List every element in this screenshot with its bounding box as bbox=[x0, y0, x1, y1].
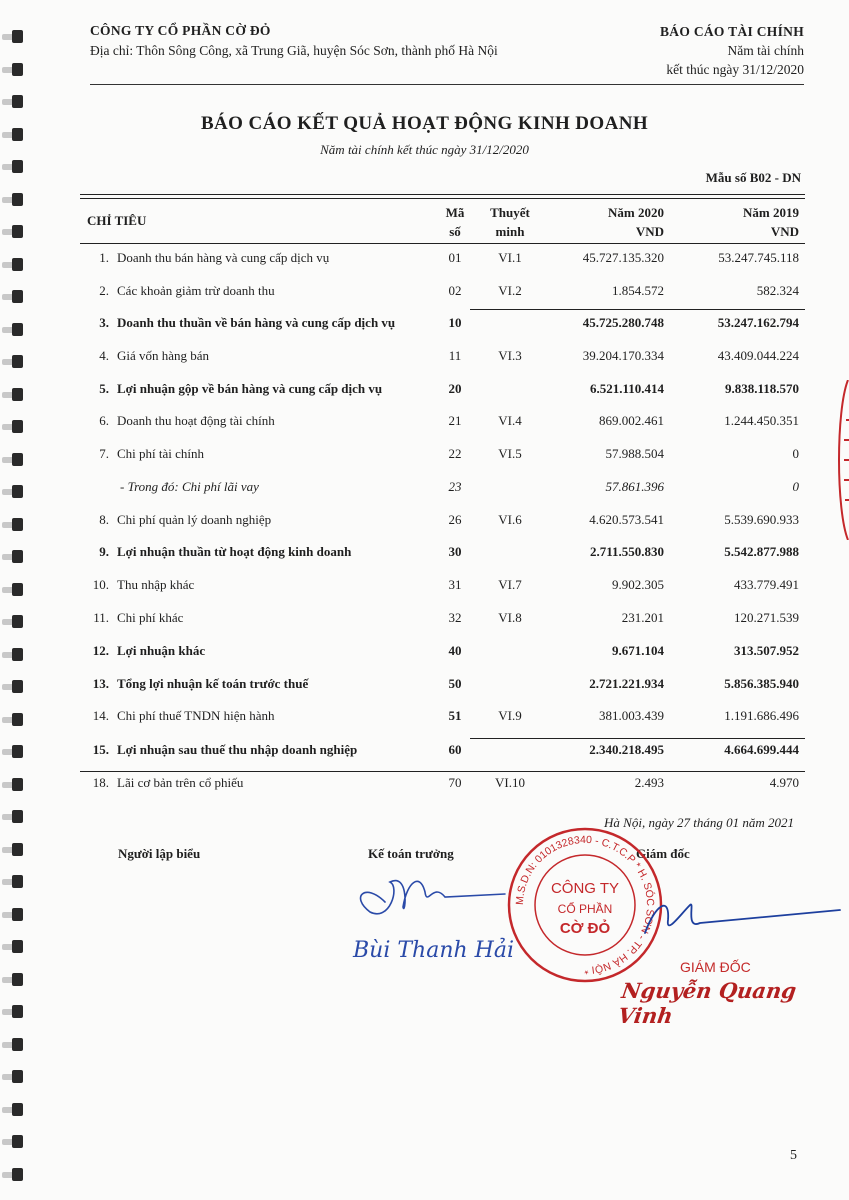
table-row bbox=[80, 708, 805, 730]
accountant-signature bbox=[345, 862, 525, 972]
chief-accountant-label: Kế toán trưởng bbox=[368, 846, 454, 861]
binding-ring bbox=[2, 1103, 24, 1116]
cell-label: Chi phí quản lý doanh nghiệp bbox=[117, 512, 272, 527]
fiscal-year-label: Năm tài chính bbox=[727, 43, 804, 58]
director-label: Giám đốc bbox=[636, 846, 690, 861]
director-stamp-title: GIÁM ĐỐC bbox=[680, 959, 751, 975]
cell-label: Chi phí khác bbox=[117, 610, 184, 625]
col-header-2020: Năm 2020 VND bbox=[608, 205, 664, 239]
cell-no: 6. bbox=[99, 413, 109, 428]
cell-code: 60 bbox=[448, 742, 462, 757]
table-row bbox=[80, 512, 805, 534]
binding-ring bbox=[2, 1135, 24, 1148]
cell-note: VI.4 bbox=[498, 413, 522, 428]
cell-label: Giá vốn hàng bán bbox=[117, 348, 210, 363]
cell-note: VI.2 bbox=[498, 283, 522, 298]
cell-y2019: 313.507.952 bbox=[734, 643, 799, 658]
binding-ring bbox=[2, 875, 24, 888]
table-row bbox=[80, 446, 805, 468]
cell-no: 1. bbox=[99, 250, 109, 265]
director-signature bbox=[640, 885, 845, 945]
cell-code: 20 bbox=[448, 381, 462, 396]
cell-code: 32 bbox=[448, 610, 462, 625]
cell-no: 10. bbox=[92, 577, 109, 592]
company-address: Địa chỉ: Thôn Sông Công, xã Trung Giã, huyện Sóc Sơn, thành phố Hà Nội bbox=[90, 43, 498, 58]
cell-y2019: 43.409.044.224 bbox=[717, 348, 799, 363]
cell-no: 4. bbox=[99, 348, 109, 363]
cell-no: 11. bbox=[93, 610, 109, 625]
report-header bbox=[660, 22, 804, 79]
table-row bbox=[80, 775, 805, 797]
cell-y2020: 6.521.110.414 bbox=[589, 381, 664, 396]
report-type: BÁO CÁO TÀI CHÍNH bbox=[660, 24, 804, 39]
binding-ring bbox=[2, 225, 24, 238]
cell-y2020: 2.493 bbox=[634, 775, 664, 790]
binding-ring bbox=[2, 518, 24, 531]
cell-y2019: 5.542.877.988 bbox=[724, 544, 799, 559]
binding-ring bbox=[2, 420, 24, 433]
binding-ring bbox=[2, 973, 24, 986]
cell-code: 51 bbox=[448, 708, 462, 723]
form-code: Mẫu số B02 - DN bbox=[705, 170, 801, 185]
cell-y2020: 2.721.221.934 bbox=[589, 676, 664, 691]
subtotal-rule bbox=[470, 738, 805, 739]
binding-ring bbox=[2, 258, 24, 271]
subtotal-rule bbox=[470, 309, 805, 310]
cell-label: Lợi nhuận gộp về bán hàng và cung cấp dịch vụ bbox=[117, 381, 383, 396]
cell-y2019: 53.247.162.794 bbox=[717, 315, 799, 330]
cell-label: Doanh thu thuần về bán hàng và cung cấp dịch vụ bbox=[117, 315, 396, 330]
cell-code: 30 bbox=[448, 544, 462, 559]
table-row bbox=[80, 479, 805, 501]
cell-y2019: 4.664.699.444 bbox=[724, 742, 799, 757]
cell-code: 02 bbox=[448, 283, 462, 298]
cell-y2019: 0 bbox=[792, 479, 799, 494]
cell-note: VI.1 bbox=[498, 250, 522, 265]
cell-y2019: 4.970 bbox=[769, 775, 799, 790]
cell-y2019: 582.324 bbox=[756, 283, 799, 298]
table-header-rule bbox=[80, 243, 805, 244]
cell-note: VI.8 bbox=[498, 610, 522, 625]
binding-ring bbox=[2, 30, 24, 43]
cell-label: Tổng lợi nhuận kế toán trước thuế bbox=[117, 676, 309, 691]
cell-no: 5. bbox=[99, 381, 109, 396]
binding-ring bbox=[2, 193, 24, 206]
cell-note: VI.10 bbox=[495, 775, 525, 790]
col-header-item: CHỈ TIÊU bbox=[87, 213, 147, 228]
cell-no: 3. bbox=[99, 315, 109, 330]
table-row bbox=[80, 413, 805, 435]
cell-code: 50 bbox=[448, 676, 462, 691]
table-row bbox=[80, 348, 805, 370]
table-bottom-rule bbox=[80, 771, 805, 772]
header-divider bbox=[90, 84, 804, 85]
table-row bbox=[80, 643, 805, 665]
cell-y2020: 39.204.170.334 bbox=[582, 348, 664, 363]
cell-y2020: 1.854.572 bbox=[612, 283, 664, 298]
table-row bbox=[80, 250, 805, 272]
binding-ring bbox=[2, 1038, 24, 1051]
cell-y2020: 9.902.305 bbox=[612, 577, 664, 592]
cell-label: Chi phí thuế TNDN hiện hành bbox=[117, 708, 275, 723]
cell-code: 11 bbox=[448, 348, 462, 363]
cell-code: 21 bbox=[448, 413, 462, 428]
company-header bbox=[90, 22, 498, 60]
binding-ring bbox=[2, 63, 24, 76]
cell-no: 7. bbox=[99, 446, 109, 461]
preparer-label: Người lập biểu bbox=[118, 846, 201, 861]
binding-ring bbox=[2, 1168, 24, 1181]
cell-y2019: 9.838.118.570 bbox=[724, 381, 799, 396]
cell-no: 2. bbox=[99, 283, 109, 298]
table-row bbox=[80, 315, 805, 337]
director-name: Nguyễn Quang Vinh bbox=[616, 978, 798, 1028]
binding-ring bbox=[2, 843, 24, 856]
cell-code: 70 bbox=[448, 775, 462, 790]
binding-ring bbox=[2, 1005, 24, 1018]
stamp-line-3: CỜ ĐỎ bbox=[559, 920, 611, 937]
cell-label: Chi phí tài chính bbox=[117, 446, 205, 461]
binding-ring bbox=[2, 615, 24, 628]
cell-note: VI.3 bbox=[498, 348, 522, 363]
binding-ring bbox=[2, 583, 24, 596]
partial-stamp-edge bbox=[832, 380, 849, 540]
cell-no: 13. bbox=[92, 676, 109, 691]
cell-note: VI.9 bbox=[498, 708, 522, 723]
binding-ring bbox=[2, 940, 24, 953]
binding-ring bbox=[2, 778, 24, 791]
cell-y2019: 120.271.539 bbox=[734, 610, 799, 625]
cell-code: 22 bbox=[448, 446, 462, 461]
table-row bbox=[80, 283, 805, 305]
cell-y2020: 9.671.104 bbox=[612, 643, 664, 658]
cell-label: Các khoản giảm trừ doanh thu bbox=[117, 283, 275, 298]
cell-note: VI.7 bbox=[498, 577, 522, 592]
cell-y2020: 4.620.573.541 bbox=[589, 512, 664, 527]
cell-label: Doanh thu hoạt động tài chính bbox=[117, 413, 275, 428]
binding-ring bbox=[2, 290, 24, 303]
binding-ring bbox=[2, 323, 24, 336]
binding-ring bbox=[2, 1070, 24, 1083]
period-end: kết thúc ngày 31/12/2020 bbox=[666, 62, 804, 77]
table-top-rule-inner bbox=[80, 198, 805, 199]
col-header-note: Thuyết minh bbox=[490, 205, 530, 239]
cell-no: 12. bbox=[92, 643, 109, 658]
cell-y2020: 2.340.218.495 bbox=[589, 742, 664, 757]
cell-y2019: 1.191.686.496 bbox=[724, 708, 799, 723]
cell-y2020: 45.727.135.320 bbox=[582, 250, 664, 265]
page-title: BÁO CÁO KẾT QUẢ HOẠT ĐỘNG KINH DOANH bbox=[200, 113, 649, 134]
cell-code: 10 bbox=[448, 315, 462, 330]
cell-label: Lãi cơ bản trên cổ phiếu bbox=[117, 775, 244, 790]
cell-label: Lợi nhuận sau thuế thu nhập doanh nghiệp bbox=[117, 742, 358, 757]
table-row bbox=[80, 676, 805, 698]
binding-ring bbox=[2, 713, 24, 726]
stamp-line-2: CỔ PHẦN bbox=[557, 902, 613, 916]
company-name: CÔNG TY CỔ PHẦN CỜ ĐỎ bbox=[90, 23, 271, 38]
binding-ring bbox=[2, 95, 24, 108]
cell-no: 14. bbox=[92, 708, 109, 723]
binding-ring bbox=[2, 745, 24, 758]
cell-y2019: 433.779.491 bbox=[734, 577, 799, 592]
table-row bbox=[80, 742, 805, 764]
cell-label: Thu nhập khác bbox=[117, 577, 195, 592]
cell-label: Doanh thu bán hàng và cung cấp dịch vụ bbox=[117, 250, 330, 265]
page-subtitle: Năm tài chính kết thúc ngày 31/12/2020 bbox=[320, 142, 529, 157]
col-header-2019: Năm 2019 VND bbox=[743, 205, 799, 239]
cell-label: Lợi nhuận khác bbox=[117, 643, 206, 658]
table-row bbox=[80, 577, 805, 599]
cell-y2019: 5.856.385.940 bbox=[724, 676, 799, 691]
sign-date: Hà Nội, ngày 27 tháng 01 năm 2021 bbox=[604, 815, 794, 830]
page-number: 5 bbox=[790, 1148, 797, 1163]
cell-y2020: 381.003.439 bbox=[599, 708, 664, 723]
cell-no: 8. bbox=[99, 512, 109, 527]
accountant-name: Bùi Thanh Hải bbox=[353, 938, 514, 963]
binding-ring bbox=[2, 355, 24, 368]
cell-no: 15. bbox=[92, 742, 109, 757]
cell-code: 23 bbox=[448, 479, 462, 494]
cell-label: Lợi nhuận thuần từ hoạt động kinh doanh bbox=[117, 544, 352, 559]
spiral-binding bbox=[0, 0, 26, 1200]
table-row bbox=[80, 610, 805, 632]
table-row bbox=[80, 381, 805, 403]
stamp-line-1: CÔNG TY bbox=[550, 880, 620, 897]
cell-note: VI.6 bbox=[498, 512, 522, 527]
table-row bbox=[80, 544, 805, 566]
binding-ring bbox=[2, 485, 24, 498]
cell-code: 01 bbox=[448, 250, 462, 265]
binding-ring bbox=[2, 648, 24, 661]
col-header-code: Mã số bbox=[445, 205, 465, 239]
cell-no: 9. bbox=[99, 544, 109, 559]
binding-ring bbox=[2, 810, 24, 823]
cell-code: 31 bbox=[448, 577, 462, 592]
cell-y2020: 57.988.504 bbox=[605, 446, 664, 461]
cell-y2020: 45.725.280.748 bbox=[582, 315, 664, 330]
cell-code: 40 bbox=[448, 643, 462, 658]
binding-ring bbox=[2, 453, 24, 466]
cell-y2019: 1.244.450.351 bbox=[724, 413, 799, 428]
cell-note: VI.5 bbox=[498, 446, 522, 461]
cell-label: - Trong đó: Chi phí lãi vay bbox=[120, 479, 259, 494]
binding-ring bbox=[2, 680, 24, 693]
binding-ring bbox=[2, 388, 24, 401]
binding-ring bbox=[2, 908, 24, 921]
cell-y2019: 53.247.745.118 bbox=[718, 250, 799, 265]
cell-y2019: 5.539.690.933 bbox=[724, 512, 799, 527]
cell-y2020: 231.201 bbox=[621, 610, 664, 625]
cell-no: 18. bbox=[92, 775, 109, 790]
cell-y2019: 0 bbox=[792, 446, 799, 461]
stamp-ring-text: M.S.D.N: 0101328340 - C.T.C.P * H. SÓC SƠN - TP. HÀ NỘI * bbox=[513, 833, 657, 977]
cell-code: 26 bbox=[448, 512, 462, 527]
cell-y2020: 869.002.461 bbox=[599, 413, 664, 428]
binding-ring bbox=[2, 160, 24, 173]
cell-y2020: 2.711.550.830 bbox=[589, 544, 664, 559]
table-top-rule bbox=[80, 194, 805, 195]
binding-ring bbox=[2, 550, 24, 563]
cell-y2020: 57.861.396 bbox=[605, 479, 664, 494]
